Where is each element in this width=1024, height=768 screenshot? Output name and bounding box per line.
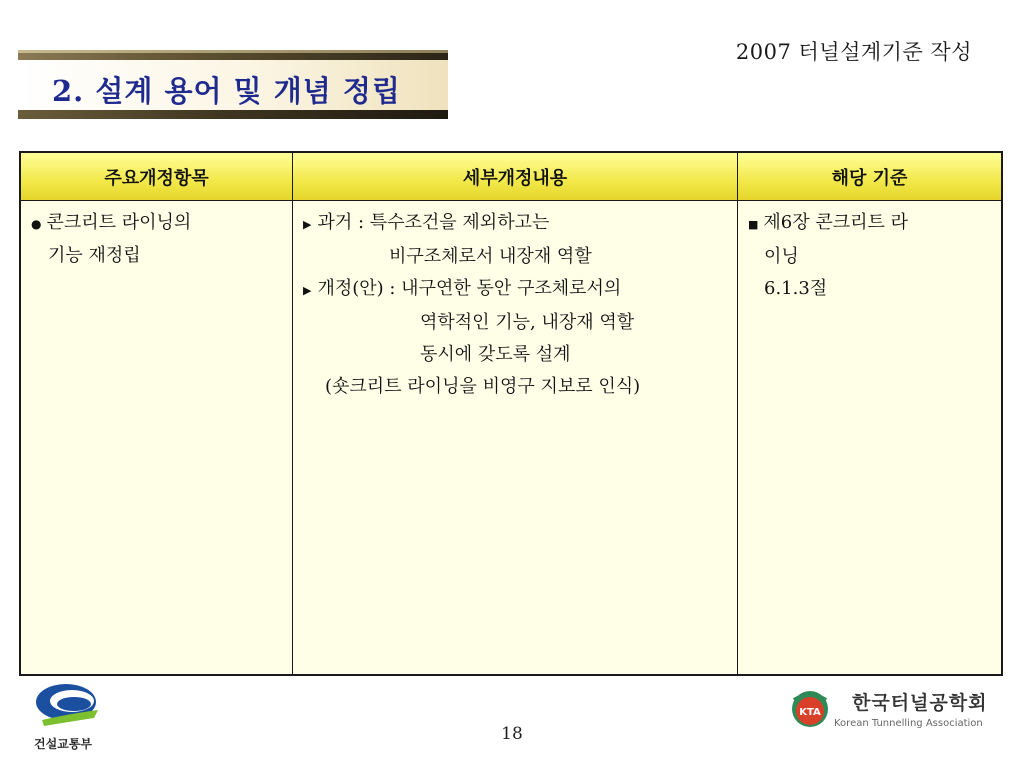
page-number: 18: [501, 724, 523, 744]
kta-logo-korean: 한국터널공학회: [852, 692, 988, 714]
moct-logo: [28, 680, 148, 758]
reference-line-3: 6.1.3절: [764, 278, 828, 299]
section-title: 2. 설계 용어 및 개념 정립: [52, 74, 401, 108]
document-title: 2007 터널설계기준 작성: [735, 40, 972, 64]
bullet-triangle-icon: ▶: [303, 218, 312, 231]
header-details: 세부개정내용: [293, 152, 738, 201]
header-reference: 해당 기준: [738, 152, 1003, 201]
item-text-1: 콘크리트 라이닝의: [46, 212, 192, 233]
details-revised-cont-2: 동시에 갖도록 설계: [420, 344, 571, 365]
item-line-2: 기능 재정립: [48, 245, 141, 266]
bullet-dot-icon: ●: [31, 217, 42, 231]
details-revised-cont-1: 역학적인 기능, 내장재 역할: [420, 312, 635, 333]
table-header-row: [20, 152, 1002, 201]
details-revised-line: [303, 273, 729, 307]
header-main-item: 주요개정항목: [20, 152, 293, 201]
revision-table: [19, 151, 1003, 676]
cell-main-item: [20, 201, 293, 676]
kta-emblem-icon: [790, 688, 830, 728]
banner-top-bar: [18, 50, 448, 60]
details-note: (숏크리트 라이닝을 비영구 지보로 인식): [325, 376, 641, 397]
details-past-label: 과거 : 특수조건을 제외하고는: [317, 212, 550, 233]
kta-logo: [786, 682, 1016, 742]
cell-details: [293, 201, 738, 676]
reference-text-1: 제6장 콘크리트 라: [763, 212, 909, 233]
details-past-line: [303, 207, 729, 241]
bullet-square-icon: ■: [748, 218, 759, 231]
banner-bottom-bar: [18, 110, 448, 119]
moct-logo-text: 건설교통부: [34, 737, 92, 751]
details-past-cont: 비구조체로서 내장재 역할: [389, 246, 592, 267]
cell-reference: [738, 201, 1003, 676]
reference-line-2: 이닝: [764, 246, 799, 267]
kta-logo-english: Korean Tunnelling Association: [834, 718, 983, 729]
item-line-1: [31, 207, 284, 240]
table-row: [20, 201, 1002, 676]
reference-line-1: [748, 207, 993, 241]
bullet-triangle-icon: ▶: [303, 284, 312, 297]
svg-text:KTA: KTA: [799, 707, 821, 718]
details-revised-label: 개정(안) : 내구연한 동안 구조체로서의: [317, 278, 622, 299]
section-title-banner: [18, 48, 450, 122]
